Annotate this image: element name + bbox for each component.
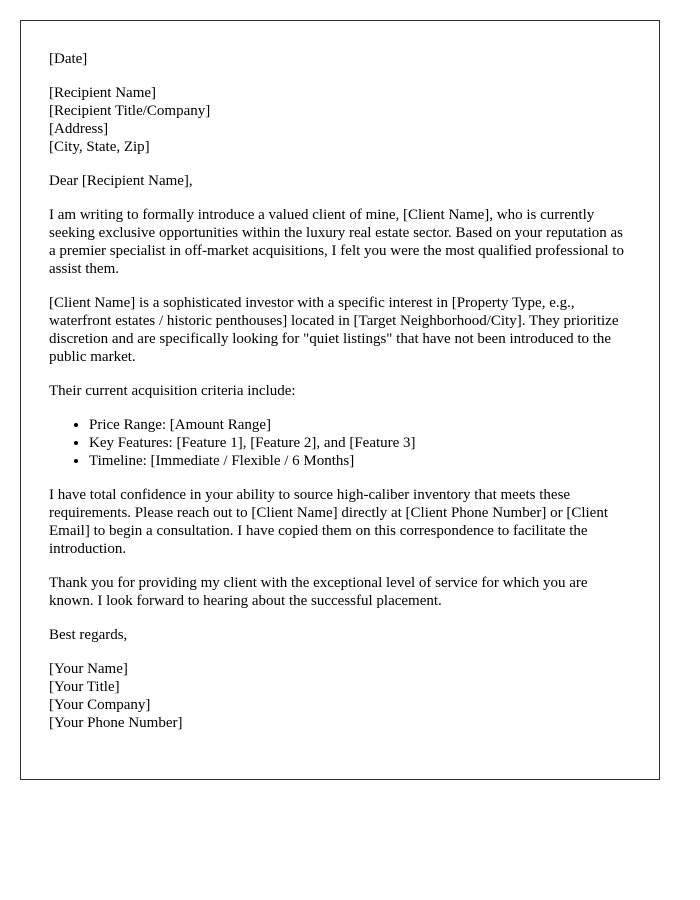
signature-title: [Your Title] — [49, 679, 120, 695]
recipient-city-state-zip: [City, State, Zip] — [49, 139, 150, 155]
intro-paragraph: I am writing to formally introduce a valued client of mine, [Client Name], who is currently seeking exclusive opportunities within the luxury real estate sector. Based on your reputation as a premier specialist in off-market acquisitions, I felt you were the most qualified professional to assist them. — [49, 207, 624, 277]
date: [Date] — [49, 51, 88, 67]
criteria-list — [49, 416, 631, 470]
recipient-address-block — [49, 84, 631, 156]
signature-name: [Your Name] — [49, 661, 128, 677]
salutation: Dear [Recipient Name], — [49, 173, 193, 189]
criteria-item-price-range: • Price Range: [Amount Range] — [89, 416, 631, 434]
client-profile-paragraph: [Client Name] is a sophisticated investor with a specific interest in [Property Type, e.g., waterfront estates / historic penthouses] located in [Target Neighborhood/City]. They prioritize discretion and are specifically looking for "quiet listings" that have not been introduced to the public market. — [49, 295, 619, 365]
signature-phone: [Your Phone Number] — [49, 715, 183, 731]
signature-block — [49, 660, 631, 732]
criteria-item-timeline: • Timeline: [Immediate / Flexible / 6 Months] — [89, 452, 631, 470]
letter-page — [20, 20, 660, 780]
signature-company: [Your Company] — [49, 697, 151, 713]
confidence-paragraph: I have total confidence in your ability to source high-caliber inventory that meets these requirements. Please reach out to [Client Name] directly at [Client Phone Number] or [Client Email] to begin a consultation. I have copied them on this correspondence to facilitate the introduction. — [49, 487, 608, 557]
recipient-name: [Recipient Name] — [49, 85, 157, 101]
criteria-intro: Their current acquisition criteria include: — [49, 383, 296, 399]
sign-off: Best regards, — [49, 627, 128, 643]
thank-you-paragraph: Thank you for providing my client with the exceptional level of service for which you are known. I look forward to hearing about the successful placement. — [49, 575, 588, 609]
recipient-address: [Address] — [49, 121, 109, 137]
criteria-item-key-features: • Key Features: [Feature 1], [Feature 2], and [Feature 3] — [89, 434, 631, 452]
date-line — [49, 50, 631, 68]
recipient-title-company: [Recipient Title/Company] — [49, 103, 211, 119]
